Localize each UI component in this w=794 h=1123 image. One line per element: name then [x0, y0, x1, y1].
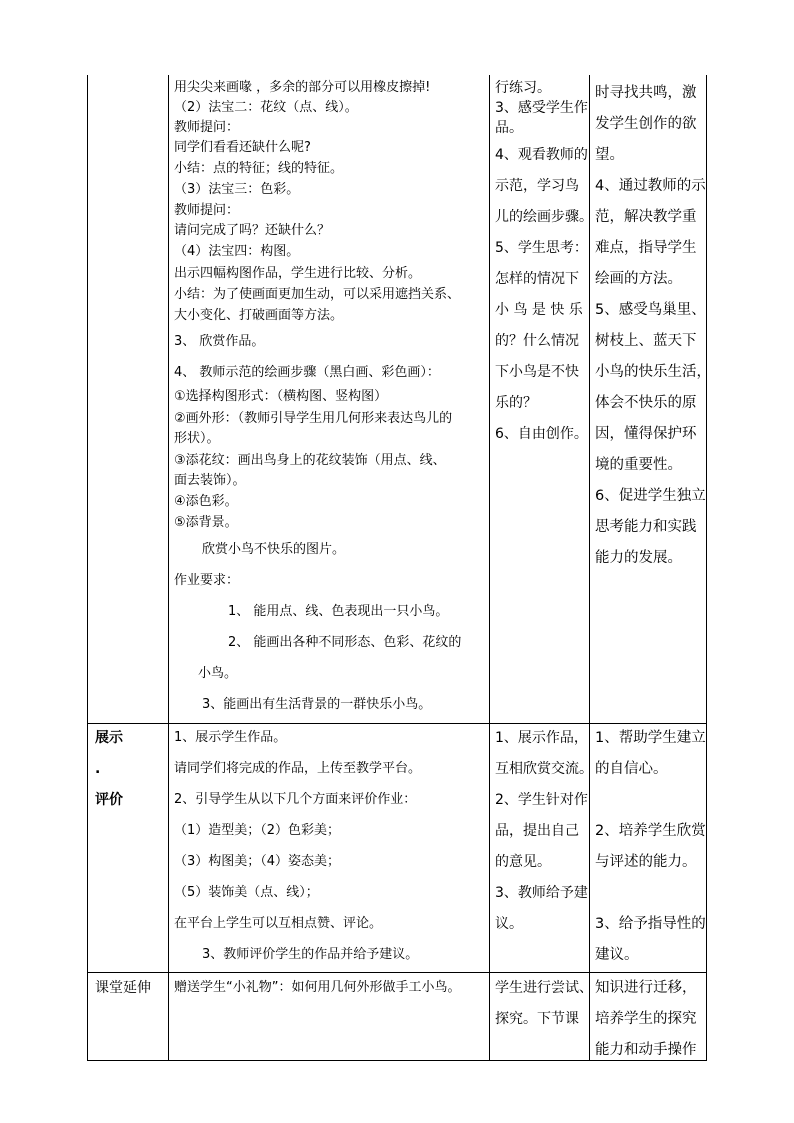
purpose-line: 培养学生的探究 — [595, 1011, 697, 1027]
purpose-line: 建议。 — [595, 947, 639, 963]
content-line: 形状）。 — [174, 431, 220, 446]
content-line: 3、教师评价学生的作品并给予建议。 — [202, 947, 419, 962]
purpose-line: 范，解决教学重 — [595, 209, 697, 225]
student-line: 3、感受学生作 — [495, 100, 588, 116]
content-line: 1、 能用点、线、色表现出一只小鸟。 — [228, 604, 449, 619]
content-line: 小鸟。 — [198, 666, 238, 681]
content-line: 2、引导学生从以下几个方面来评价作业： — [174, 792, 417, 807]
content-line: 请同学们将完成的作品，上传至教学平台。 — [174, 761, 422, 776]
purpose-line: 难点，指导学生 — [595, 240, 697, 256]
section-label: 课堂延伸 — [95, 980, 151, 996]
purpose-line: 2、培养学生欣赏 — [595, 823, 706, 839]
purpose-line: 境的重要性。 — [595, 457, 682, 473]
content-line: ⑤添背景。 — [174, 515, 238, 530]
content-line: （3）构图美；（4）姿态美； — [174, 854, 341, 869]
content-line: 3、 欣赏作品。 — [174, 334, 265, 349]
purpose-line: 3、给予指导性的 — [595, 916, 706, 932]
purpose-line: 小鸟的快乐生活， — [595, 364, 711, 380]
content-line: 2、 能画出各种不同形态、色彩、花纹的 — [228, 635, 462, 650]
content-line: 赠送学生“小礼物”：如何用几何外形做手工小鸟。 — [174, 980, 461, 995]
section-label: 展示 — [95, 730, 123, 746]
student-line: 探究。下节课 — [495, 1011, 579, 1027]
student-line: 的？什么情况 — [495, 333, 579, 349]
section-label: 评价 — [95, 792, 123, 808]
purpose-line: 6、促进学生独立 — [595, 488, 706, 504]
student-line: 议。 — [495, 916, 523, 932]
student-line: 怎样的情况下 — [495, 271, 579, 287]
content-line: 小结：点的特征；线的特征。 — [174, 161, 344, 176]
content-line: ③添花纹：画出鸟身上的花纹装饰（用点、线、 — [174, 453, 446, 468]
content-line: （1）造型美；（2）色彩美； — [174, 823, 341, 838]
student-line: 1、展示作品， — [495, 730, 588, 746]
student-line: 品。 — [495, 120, 523, 136]
purpose-line: 绘画的方法。 — [595, 271, 682, 287]
purpose-line: 4、通过教师的示 — [595, 178, 706, 194]
student-line: 品，提出自己 — [495, 823, 579, 839]
column-divider — [489, 75, 490, 1060]
student-line: 学生进行尝试、 — [495, 980, 593, 996]
content-line: 小结：为了使画面更加生动，可以采用遮挡关系、 — [174, 287, 461, 302]
content-line: ④添色彩。 — [174, 494, 238, 509]
student-line: 2、学生针对作 — [495, 792, 588, 808]
content-line: ①选择构图形式：（横构图、竖构图） — [174, 389, 388, 404]
content-line: 出示四幅构图作品，学生进行比较、分析。 — [174, 266, 422, 281]
purpose-line: 1、帮助学生建立 — [595, 730, 706, 746]
section-label: . — [95, 761, 101, 777]
content-line: 4、 教师示范的绘画步骤（黑白画、彩色画）： — [174, 365, 440, 380]
content-line: 欣赏小鸟不快乐的图片。 — [202, 542, 346, 557]
student-line: 行练习。 — [495, 80, 551, 96]
student-line: 5、学生思考： — [495, 240, 588, 256]
content-line: 请问完成了吗？还缺什么？ — [174, 223, 331, 238]
purpose-line: 与评述的能力。 — [595, 854, 697, 870]
content-line: 在平台上学生可以互相点赞、评论。 — [174, 916, 383, 931]
content-line: 1、展示学生作品。 — [174, 730, 287, 745]
student-line: 互相欣赏交流。 — [495, 761, 593, 777]
row-divider — [88, 723, 706, 724]
student-line: 小 鸟 是 快 乐 — [495, 302, 583, 318]
student-line: 3、教师给予建 — [495, 885, 588, 901]
purpose-line: 时寻找共鸣，激 — [595, 85, 697, 101]
content-line: 同学们看看还缺什么呢? — [174, 140, 311, 155]
content-line: 3、能画出有生活背景的一群快乐小鸟。 — [202, 697, 432, 712]
content-line: 教师提问： — [174, 120, 240, 135]
content-line: 用尖尖来画喙 ，多余的部分可以用橡皮擦掉! — [174, 80, 431, 95]
content-line: （2）法宝二：花纹（点、线）。 — [174, 100, 358, 115]
purpose-line: 发学生创作的欲 — [595, 116, 697, 132]
student-line: 乐的？ — [495, 395, 537, 411]
content-line: ②画外形：（教师引导学生用几何形来表达鸟儿的 — [174, 411, 453, 426]
purpose-line: 能力和动手操作 — [595, 1042, 697, 1058]
purpose-line: 思考能力和实践 — [595, 519, 697, 535]
purpose-line: 5、感受鸟巢里、 — [595, 302, 706, 318]
student-line: 4、观看教师的 — [495, 147, 588, 163]
student-line: 示范，学习鸟 — [495, 178, 579, 194]
lesson-plan-table — [87, 75, 711, 1061]
purpose-line: 因，懂得保护环 — [595, 426, 697, 442]
row-divider — [88, 972, 706, 973]
purpose-line: 望。 — [595, 147, 624, 163]
content-line: 作业要求： — [174, 573, 240, 588]
student-line: 儿的绘画步骤。 — [495, 209, 593, 225]
purpose-line: 知识进行迁移， — [595, 980, 697, 996]
content-line: 面去装饰）。 — [174, 473, 246, 488]
content-line: （5）装饰美（点、线）； — [174, 885, 319, 900]
purpose-line: 体会不快乐的原 — [595, 395, 697, 411]
content-line: 大小变化、打破画面等方法。 — [174, 308, 344, 323]
purpose-line: 能力的发展。 — [595, 550, 682, 566]
purpose-line: 树枝上、蓝天下 — [595, 333, 697, 349]
content-line: 教师提问： — [174, 203, 240, 218]
purpose-line: 的自信心。 — [595, 761, 668, 777]
student-line: 下小鸟是不快 — [495, 364, 579, 380]
student-line: 6、自由创作。 — [495, 426, 588, 442]
content-line: （4）法宝四：构图。 — [174, 244, 300, 259]
content-line: （3）法宝三：色彩。 — [174, 182, 300, 197]
student-line: 的意见。 — [495, 854, 551, 870]
column-divider — [168, 75, 169, 1060]
